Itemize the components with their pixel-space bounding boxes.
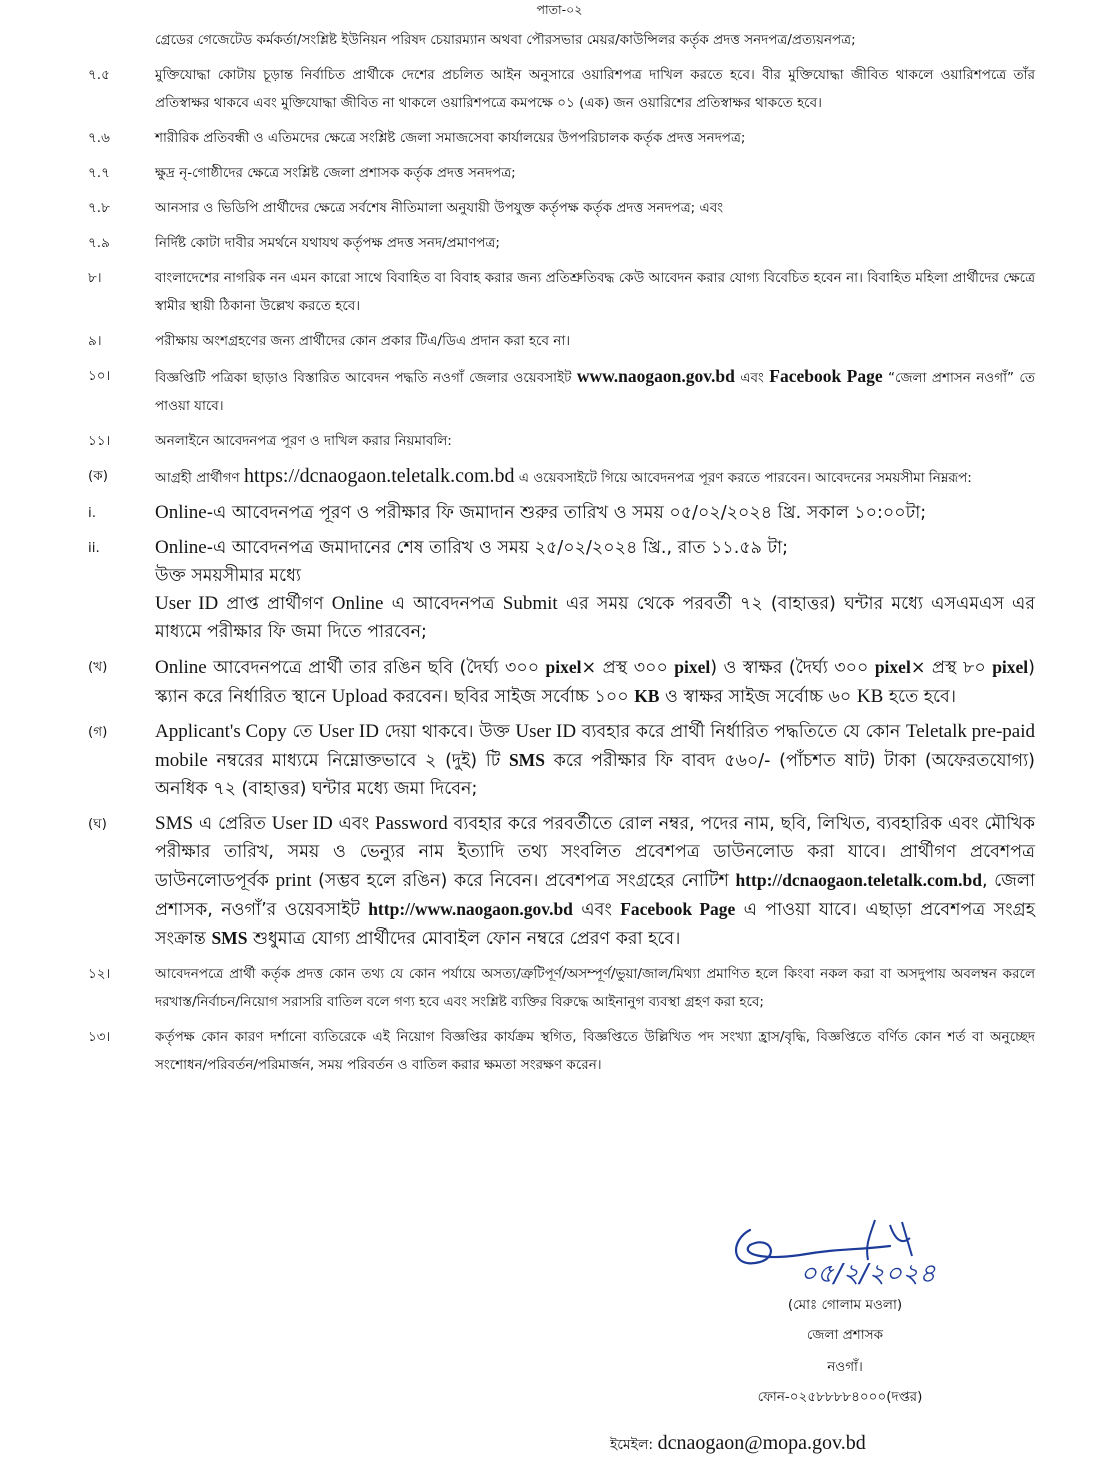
item-text <box>155 810 1035 953</box>
item-text <box>155 264 1035 320</box>
item-text-part: SMS <box>211 928 248 948</box>
item-text-part: উক্ত সময়সীমার মধ্যে <box>155 566 301 586</box>
item-text-part: “জেলা প্রশাসন নওগাঁ” তে পাওয়া যাবে। <box>155 370 1035 414</box>
item-text-part: এ পাওয়া যাবে। এছাড়া প্রবেশপত্র সংগ্রহ সংক্রান্ত <box>155 900 1035 949</box>
item-text-part: -এ আবেদনপত্র পূরণ ও পরীক্ষার ফি জমাদান শুরুর তারিখ ও সময় ০৫/০২/২০২৪ খ্রি. সকাল ১০:০০টা; <box>206 503 927 523</box>
item-text <box>155 327 1035 355</box>
item-number: ১৩। <box>88 1029 111 1045</box>
item-text-part: তে <box>286 722 319 742</box>
item-number: i. <box>88 505 97 521</box>
item-text-part: এবং <box>734 370 770 386</box>
item-number: (ক) <box>88 468 108 484</box>
item-number: (খ) <box>88 659 108 675</box>
notice-item <box>0 718 1119 803</box>
item-text <box>155 653 1035 711</box>
item-text-part: × প্রস্থ ৮০ <box>910 658 993 678</box>
item-text <box>155 159 1035 187</box>
notice-item <box>0 462 1119 492</box>
item-text-part: শুধুমাত্র যোগ্য প্রার্থীদের মোবাইল ফোন নম্বরে প্রেরণ করা হবে। <box>247 929 681 949</box>
item-text-part: pixel <box>992 657 1029 677</box>
item-text-part: Online <box>155 537 207 558</box>
item-text-part: SMS <box>508 750 545 770</box>
item-text-part: মুক্তিযোদ্ধা কোটায় চূড়ান্ত নির্বাচিত প্রার্থীকে দেশের প্রচলিত আইন অনুসারে ওয়ারিশপত্র দাখিল করতে হবে। বীর মুক্তিযোদ্ধা জীবিত থাকলে ওয়ারিশপত্রে তাঁর প্রতিস্বাক্ষর থাকবে এবং মুক্তিযোদ্ধা জীবিত না থাকলে ওয়ারিশপত্রে কমপক্ষে ০১ (এক) জন ওয়ারিশের প্রতিস্বাক্ষর থাকতে হবে। <box>155 67 1035 111</box>
notice-item <box>0 194 1119 222</box>
notice-item <box>0 327 1119 355</box>
signature-icon <box>690 1200 1020 1295</box>
item-text-part: KB <box>634 686 660 706</box>
item-text-part: এ ওয়েবসাইটে গিয়ে আবেদনপত্র পূরণ করতে পারবেন। আবেদনের সময়সীমা নিম্নরূপ: <box>514 470 972 486</box>
item-text-part: User ID <box>318 721 379 742</box>
item-text-part: কর্তৃপক্ষ কোন কারণ দর্শানো ব্যতিরেকে এই নিয়োগ বিজ্ঞপ্তির কার্যক্রম স্থগিত, বিজ্ঞপ্তিতে উল্লিখিত পদ সংখ্যা হ্রাস/বৃদ্ধি, বিজ্ঞপ্তিতে বর্ণিত কোন শর্ত বা অনুচ্ছেদ সংশোধন/পরিবর্তন/পরিমার্জন, সময় পরিবর্তন ও বাতিল করার ক্ষমতা সংরক্ষণ করেন। <box>155 1029 1035 1073</box>
notice-items <box>0 26 1119 1086</box>
item-text-part: এবং <box>572 900 621 920</box>
item-text <box>155 194 1035 222</box>
item-text-part: pixel <box>545 657 582 677</box>
item-text-part: × প্রস্থ ৩০০ <box>581 658 675 678</box>
item-number: (ঘ) <box>88 816 107 832</box>
item-text-part: www.naogaon.gov.bd <box>576 366 735 386</box>
office-email <box>610 1432 866 1457</box>
page-number: পাতা-০২ <box>536 2 583 17</box>
item-text-part: Facebook Page <box>620 899 736 919</box>
item-text-part: প্রাপ্ত প্রার্থীগণ <box>218 594 332 614</box>
item-number: ৭.৭ <box>88 165 110 181</box>
item-number: ৭.৯ <box>88 235 110 251</box>
item-text-part: https://dcnaogaon.teletalk.com.bd <box>244 465 515 487</box>
item-text-part: পরীক্ষায় অংশগ্রহণের জন্য প্রার্থীদের কোন প্রকার টিএ/ডিএ প্রদান করা হবে না। <box>155 333 571 349</box>
item-text-part: KB <box>856 686 884 707</box>
item-text-part: Upload <box>331 686 388 707</box>
email-address: dcnaogaon@mopa.gov.bd <box>657 1432 866 1454</box>
item-text <box>155 499 1035 527</box>
item-text-part: Online <box>155 657 207 678</box>
item-text-part: করে পরীক্ষার ফি বাবদ ৫৬০/- (পাঁচশত ষাট) টাকা (অফেরতযোগ্য) অনধিক ৭২ (বাহাত্তর) ঘন্টার মধ্যে জমা দিবেন; <box>155 751 1035 799</box>
item-text-part: pixel <box>674 657 711 677</box>
signatory-name: (মোঃ গোলাম মওলা) <box>787 1297 903 1313</box>
item-number: ৮। <box>88 270 102 286</box>
signatory-designation: জেলা প্রশাসক <box>806 1327 884 1343</box>
item-text-part: Online <box>155 502 207 523</box>
item-number: ৭.৫ <box>88 67 110 83</box>
item-text <box>155 427 1035 455</box>
item-text-part: আগ্রহী প্রার্থীগণ <box>155 470 245 486</box>
item-text <box>155 960 1035 1016</box>
notice-item <box>0 427 1119 455</box>
notice-item <box>0 229 1119 257</box>
item-text <box>155 718 1035 803</box>
item-text <box>155 26 1035 54</box>
item-text-part: ) স্ক্যান করে নির্ধারিত স্থানে <box>155 658 1035 707</box>
item-number: ১১। <box>88 433 111 449</box>
item-text-part: বিজ্ঞপ্তিটি পত্রিকা ছাড়াও বিস্তারিত আবেদন পদ্ধতি নওগাঁ জেলার ওয়েবসাইট <box>155 370 577 386</box>
item-number: ৭.৮ <box>88 200 110 216</box>
notice-item <box>0 124 1119 152</box>
item-number: (গ) <box>88 724 108 740</box>
item-text-part: User ID <box>271 813 333 834</box>
item-text-part: বাংলাদেশের নাগরিক নন এমন কারো সাথে বিবাহিত বা বিবাহ করার জন্য প্রতিশ্রুতিবদ্ধ কেউ আবেদন করার যোগ্য বিবেচিত হবেন না। বিবাহিত মহিলা প্রার্থীদের ক্ষেত্রে স্বামীর স্থায়ী ঠিকানা উল্লেখ করতে হবে। <box>155 270 1035 314</box>
email-label: ইমেইল: <box>610 1437 658 1453</box>
item-text-part: User ID <box>155 593 219 614</box>
item-text-part: http://dcnaogaon.teletalk.com.bd <box>735 870 982 890</box>
item-text-part: এ প্রেরিত <box>193 814 272 834</box>
item-text-part: Password <box>374 813 448 834</box>
item-text-part: pixel <box>874 657 911 677</box>
item-text-part: SMS <box>155 813 194 834</box>
item-text-part: অনলাইনে আবেদনপত্র পূরণ ও দাখিল করার নিয়মাবলি: <box>155 433 452 449</box>
notice-item <box>0 264 1119 320</box>
item-number: ৭.৬ <box>88 130 110 146</box>
notice-item <box>0 1023 1119 1079</box>
item-text-part: আনসার ও ভিডিপি প্রার্থীদের ক্ষেত্রে সর্বশেষ নীতিমালা অনুযায়ী উপযুক্ত কর্তৃপক্ষ কর্তৃক প্রদত্ত সনদপত্র; এবং <box>155 200 724 216</box>
item-text-part: Online <box>331 593 384 614</box>
item-text-part: হতে হবে। <box>883 687 956 707</box>
notice-item <box>0 362 1119 420</box>
item-text-part: আবেদনপত্রে প্রার্থী তার রঙিন ছবি (দৈর্ঘ্য ৩০০ <box>206 658 546 678</box>
item-text <box>155 61 1035 117</box>
item-number: ৯। <box>88 333 102 349</box>
item-text-part: print <box>275 870 312 891</box>
item-text-part: এবং <box>332 814 375 834</box>
item-text <box>155 362 1035 420</box>
item-text-part: এ আবেদনপত্র <box>383 594 503 614</box>
signatory-district: নওগাঁ। <box>827 1359 863 1375</box>
item-number: ii. <box>88 540 100 556</box>
item-text-part: নম্বরের মাধ্যমে নিম্নোক্তভাবে ২ (দুই) টি <box>207 751 509 771</box>
item-text-part: Facebook Page <box>769 366 883 386</box>
item-text <box>155 229 1035 257</box>
item-number: ১২। <box>88 966 111 982</box>
item-text <box>155 534 1035 646</box>
item-text-part: Submit <box>502 593 558 614</box>
handwritten-signature <box>690 1200 1020 1295</box>
item-number: ১০। <box>88 368 111 384</box>
item-text <box>155 462 1035 492</box>
notice-item <box>0 61 1119 117</box>
notice-item <box>0 534 1119 646</box>
notice-item <box>0 26 1119 54</box>
item-text-part: করবেন। ছবির সাইজ সর্বোচ্চ ১০০ <box>387 687 635 707</box>
item-text-part: Teletalk pre-paid mobile <box>155 721 1035 771</box>
item-text-part: User ID <box>515 721 577 742</box>
item-text-part: আবেদনপত্রে প্রার্থী কর্তৃক প্রদত্ত কোন তথ্য যে কোন পর্যায়ে অসত্য/ত্রুটিপূর্ণ/অসম্পূর্ণ/ভুয়া/জাল/মিথ্যা প্রমাণিত হলে কিংবা নকল করা বা অসদুপায় অবলম্বন করলে দরখাস্ত/নির্বাচন/নিয়োগ সরাসরি বাতিল বলে গণ্য হবে এবং সংশ্লিষ্ট ব্যক্তির বিরুদ্ধে আইনানুগ ব্যবস্থা গ্রহণ করা হবে; <box>155 966 1035 1010</box>
notice-item <box>0 810 1119 953</box>
office-phone: ফোন-০২৫৮৮৮৮৪০০০(দপ্তর) <box>757 1389 923 1405</box>
item-text-part: নির্দিষ্ট কোটা দাবীর সমর্থনে যথাযথ কর্তৃপক্ষ প্রদত্ত সনদ/প্রমাণপত্র; <box>155 235 500 251</box>
item-text-part: (সম্ভব হলে রঙিন) করে নিবেন। প্রবেশপত্র সংগ্রহের নোটিশ <box>311 871 736 891</box>
notice-item <box>0 960 1119 1016</box>
item-text-part: দেয়া থাকবে। উক্ত <box>378 722 516 742</box>
item-text-part: , জেলা প্রশাসক, নওগাঁ’র ওয়েবসাইট <box>155 871 1036 920</box>
item-text-part: গ্রেডের গেজেটেড কর্মকর্তা/সংশ্লিষ্ট ইউনিয়ন পরিষদ চেয়ারম্যান অথবা পৌরসভার মেয়র/কাউন্সিলর কর্তৃক প্রদত্ত সনদপত্র/প্রত্যয়নপত্র; <box>155 32 856 48</box>
notice-item <box>0 499 1119 527</box>
item-text-part: এর সময় থেকে পরবর্তী ৭২ (বাহাত্তর) ঘন্টার মধ্যে এসএমএস এর মাধ্যমে পরীক্ষার ফি জমা দিতে পারবেন; <box>155 594 1035 642</box>
item-text-part: ) ও স্বাক্ষর (দৈর্ঘ্য ৩০০ <box>710 658 875 678</box>
item-text-part: http://www.naogaon.gov.bd <box>368 899 573 919</box>
item-text-part: ক্ষুদ্র নৃ-গোষ্ঠীদের ক্ষেত্রে সংশ্লিষ্ট জেলা প্রশাসক কর্তৃক প্রদত্ত সনদপত্র; <box>155 165 516 181</box>
item-text-part: ও স্বাক্ষর সাইজ সর্বোচ্চ ৬০ <box>659 687 857 707</box>
item-text <box>155 1023 1035 1079</box>
item-text-part: ব্যবহার করে প্রার্থী নির্ধারিত পদ্ধতিতে যে কোন <box>576 722 906 742</box>
item-text-part: শারীরিক প্রতিবন্ধী ও এতিমদের ক্ষেত্রে সংশ্লিষ্ট জেলা সমাজসেবা কার্যালয়ের উপপরিচালক কর্তৃক প্রদত্ত সনদপত্র; <box>155 130 746 146</box>
svg-text:০৫/২/২০২৪: ০৫/২/২০২৪ <box>800 1259 936 1289</box>
item-text-part: -এ আবেদনপত্র জমাদানের শেষ তারিখ ও সময় ২৫/০২/২০২৪ খ্রি., রাত ১১.৫৯ টা; <box>206 538 789 558</box>
notice-item <box>0 159 1119 187</box>
item-text-part: ব্যবহার করে পরবর্তীতে রোল নম্বর, পদের নাম, ছবি, লিখিত, ব্যবহারিক এবং মৌখিক পরীক্ষার তারিখ, সময় ও ভেন্যুর নাম ইত্যাদি তথ্য সংবলিত প্রবেশপত্র ডাউনলোড করা যাবে। প্রার্থীগণ প্রবেশপত্র ডাউনলোডপূর্বক <box>155 814 1035 891</box>
item-text <box>155 124 1035 152</box>
notice-item <box>0 653 1119 711</box>
item-text-part: Applicant's Copy <box>155 721 287 742</box>
